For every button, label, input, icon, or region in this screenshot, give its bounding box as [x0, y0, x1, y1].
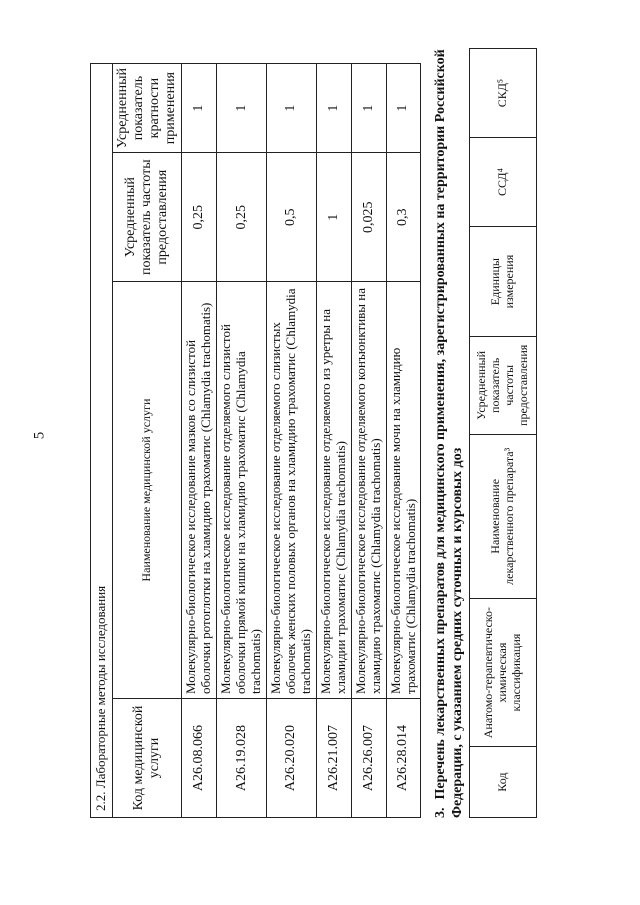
service-code: A26.08.066 [182, 699, 217, 818]
header-mult: Усредненный показатель кратности применения [112, 64, 181, 153]
service-name: Молекулярно-биологическое исследование отделяемого слизистой оболочки прямой кишки на хламидию трахоматис (Chlamydia trachomatis) [217, 282, 267, 699]
table-row [351, 64, 386, 818]
service-name: Молекулярно-биологическое исследование отделяемого конъюнктивы на хламидию трахоматис (Chlamydia trachomatis) [351, 282, 386, 699]
service-name: Молекулярно-биологическое исследование мазков со слизистой оболочки ротоглотки на хламидию трахоматис (Chlamydia trachomatis) [182, 282, 217, 699]
service-freq: 0,025 [351, 153, 386, 282]
section-3-title: Перечень лекарственных препаратов для медицинского применения, зарегистрированных на территории Российской Федерации, с указанием средних суточных и курсовых доз [433, 49, 466, 818]
service-freq: 0,3 [386, 153, 421, 282]
header-atc: Анатомо-терапевтическо-химическая классификация [470, 599, 537, 747]
table-row [217, 64, 267, 818]
table-row [182, 64, 217, 818]
header-drug-freq: Усредненный показатель частоты предоставления [470, 337, 537, 435]
service-code: A26.20.020 [267, 699, 317, 818]
service-mult: 1 [386, 64, 421, 153]
page-number: 5 [31, 431, 48, 440]
service-mult: 1 [351, 64, 386, 153]
service-freq: 0,25 [182, 153, 217, 282]
service-mult: 1 [182, 64, 217, 153]
section-3-heading [433, 48, 467, 818]
table-row [267, 64, 317, 818]
header-ssd: ССД⁴ [470, 138, 537, 227]
header-code: Код медицинской услуги [112, 699, 181, 818]
section-3-number: 3. [433, 807, 449, 818]
service-code: A26.19.028 [217, 699, 267, 818]
service-mult: 1 [316, 64, 351, 153]
header-skd: СКД⁵ [470, 49, 537, 138]
header-name: Наименование медицинской услуги [112, 282, 181, 699]
lab-methods-table [90, 63, 421, 818]
service-mult: 1 [267, 64, 317, 153]
header-drug-name: Наименование лекарственного препарата³ [470, 434, 537, 598]
service-code: A26.28.014 [386, 699, 421, 818]
section-22-title: 2.2. Лабораторные методы исследования [91, 64, 113, 818]
service-freq: 0,5 [267, 153, 317, 282]
header-freq: Усредненный показатель частоты предоставления [112, 153, 181, 282]
header-drug-code: Код [470, 747, 537, 818]
table-row [386, 64, 421, 818]
drugs-table [469, 48, 537, 818]
table-row [316, 64, 351, 818]
service-freq: 0,25 [217, 153, 267, 282]
service-name: Молекулярно-биологическое исследование отделяемого слизистых оболочек женских половых органов на хламидию трахоматис (Chlamydia trachomatis) [267, 282, 317, 699]
service-code: A26.21.007 [316, 699, 351, 818]
service-name: Молекулярно-биологическое исследование мочи на хламидию трахоматис (Chlamydia trachomatis) [386, 282, 421, 699]
service-code: A26.26.007 [351, 699, 386, 818]
rotated-content [90, 38, 635, 818]
service-name: Молекулярно-биологическое исследование отделяемого из уретры на хламидии трахоматис (Chlamydia trachomatis) [316, 282, 351, 699]
service-freq: 1 [316, 153, 351, 282]
service-mult: 1 [217, 64, 267, 153]
header-units: Единицы измерения [470, 227, 537, 337]
